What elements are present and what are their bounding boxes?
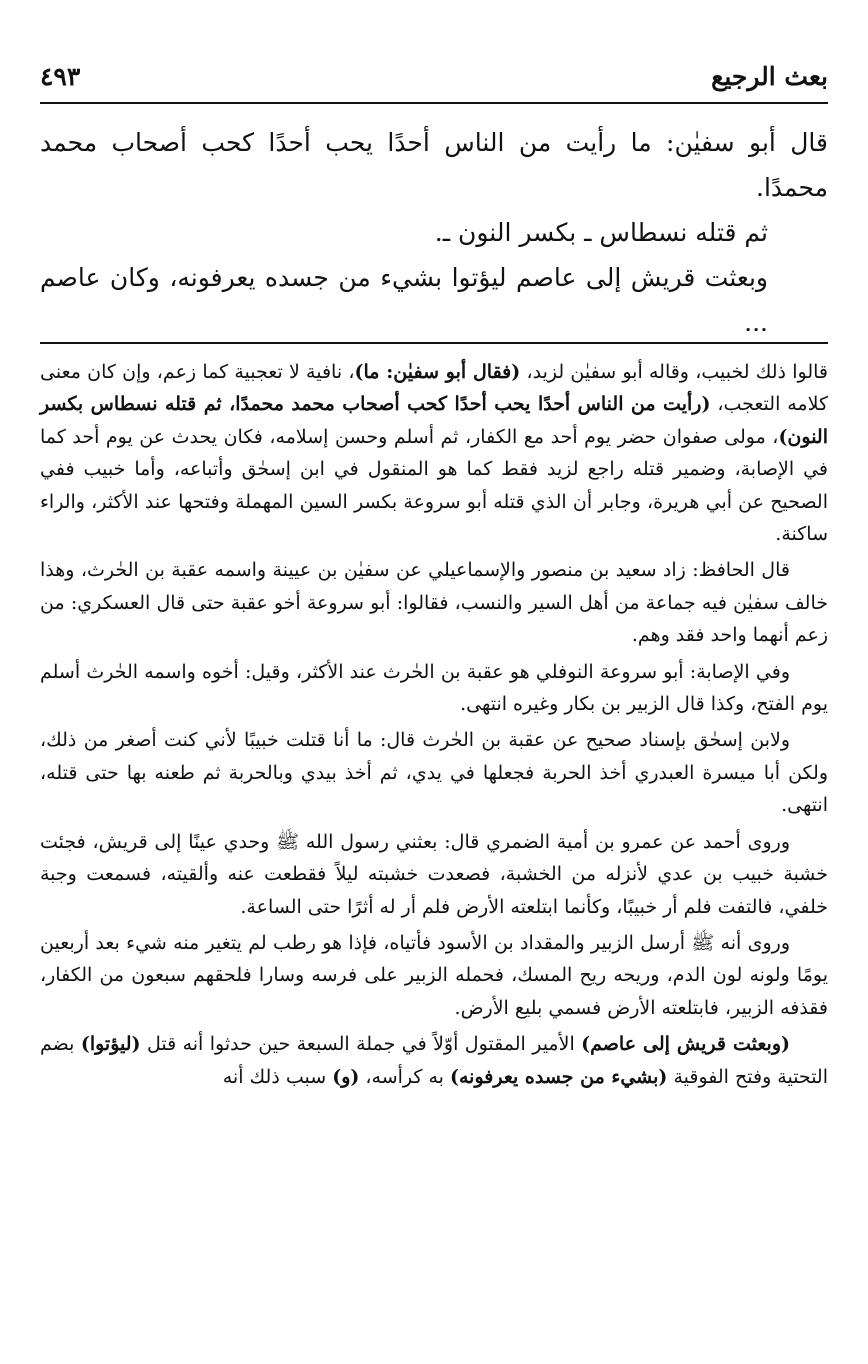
commentary-span: قالوا ذلك لخبيب، وقاله أبو سفيٰن لزيد، (520, 361, 829, 383)
commentary-paragraph: وفي الإصابة: أبو سروعة النوفلي هو عقبة بن الحٰرث عند الأكثر، وقيل: أخوه واسمه الحٰرث أسلم يوم الفتح، وكذا قال الزبير بن بكار وغيره انتهى. (40, 660, 828, 716)
quoted-matn: (و) (332, 1065, 360, 1088)
commentary-paragraph: وروى أنه ﷺ أرسل الزبير والمقداد بن الأسود فأتياه، فإذا هو رطب لم يتغير منه شيء بعد أربعين يومًا ولونه لون الدم، وريحه ريح المسك، فحمله الزبير على فرسه وسارا فلحقهم سبعون من الكفار، فقذفه الزبير، فابتلعته الأرض فسمي بليع الأرض. (40, 931, 828, 1019)
quoted-matn: (بشيء من جسده يعرفونه) (450, 1065, 668, 1088)
main-text-paragraph: ثم قتله نسطاس ـ بكسر النون ـ. (434, 218, 768, 247)
running-title: بعث الرجيع (711, 62, 828, 91)
main-text-paragraph: قال أبو سفيٰن: ما رأيت من الناس أحدًا يحب أحدًا كحب أصحاب محمد محمدًا. (40, 128, 828, 202)
commentary-span: به كرأسه، (359, 1065, 450, 1088)
commentary-paragraph: وروى أحمد عن عمرو بن أمية الضمري قال: بعثني رسول الله ﷺ وحدي عينًا إلى قريش، فجئت خشبة خبيب بن عدي لأنزله من الخشبة، فصعدت خشبته ليلاً فقطعت عنه وألقيته، فسمعت وجبة خلفي، فالتفت فلم أر خبيبًا، وكأنما ابتلعته الأرض فلم أر له أثرًا حتى الساعة. (40, 830, 828, 918)
page-header (40, 58, 828, 104)
quoted-matn: (رأيت من الناس أحدًا يحب أحدًا كحب أصحاب محمد محمدًا، ثم قتله نسطاس بكسر النون) (40, 393, 828, 448)
commentary-paragraph (40, 1028, 828, 1093)
page-number: ٤٩٣ (40, 62, 81, 91)
separator-rule (40, 342, 828, 344)
commentary-paragraph: قال الحافظ: زاد سعيد بن منصور والإسماعيلي عن سفيٰن بن عيينة واسمه عقبة بن الحٰرث، وهذا خالف سفيٰن فيه جماعة من أهل السير والنسب، فقالوا: أبو سروعة أخو عقبة حتى قال العسكري: من زعم أنهما واحد فقد وهم. (40, 559, 828, 647)
quoted-matn: (ليؤتوا) (80, 1033, 141, 1056)
commentary-span: الأمير المقتول أوّلاً في جملة السبعة حين حدثوا أنه قتل (140, 1033, 582, 1056)
commentary-paragraph: ولابن إسحٰق بإسناد صحيح عن عقبة بن الحٰرث قال: ما أنا قتلت خبيبًا لأني كنت أصغر من ذلك، ولكن أبا ميسرة العبدري أخذ الحربة فجعلها في يدي، ثم أخذ بيدي وبالحربة ثم طعنه بها حتى قتله، انتهى. (40, 729, 828, 817)
commentary-paragraph (40, 356, 828, 550)
commentary-span: بضم التحتية وفتح الفوقية (40, 1033, 828, 1088)
commentary-span: سبب ذلك أنه (222, 1065, 333, 1088)
commentary-span: ، نافية لا تعجبية كما زعم، وإن كان معنى كلامه التعجب، (40, 361, 828, 416)
main-text-paragraph: وبعثت قريش إلى عاصم ليؤتوا بشيء من جسده يعرفونه، وكان عاصم ... (40, 263, 768, 337)
commentary-text (40, 356, 828, 1093)
quoted-matn: (وبعثت قريش إلى عاصم) (581, 1033, 790, 1056)
main-text (40, 120, 828, 345)
commentary-span: ، مولى صفوان حضر يوم أحد مع الكفار، ثم أسلم وحسن إسلامه، فكان يحدث عن يوم أحد كما في الإصابة، وضمير قتله راجع لزيد فقط كما هو المنقول في ابن إسحٰق وأتباعه، وأما خبيب ففي الصحيح عن أبي هريرة، وجابر أن الذي قتله أبو سروعة بكسر السين المهملة وفتحها عند الأكثر، والراء ساكنة. (40, 425, 828, 546)
quoted-matn: (فقال أبو سفيٰن: ما) (354, 361, 521, 383)
